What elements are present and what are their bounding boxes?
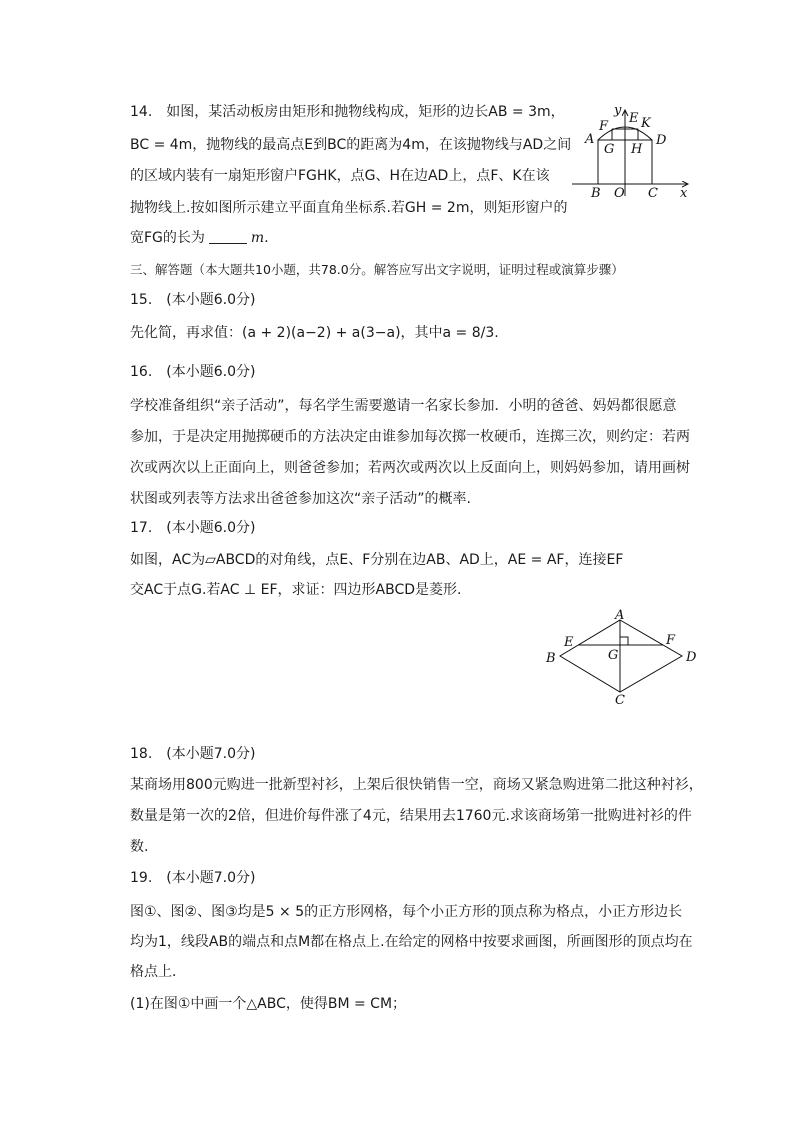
q18-line-2: 数量是第一次的2倍，但进价每件涨了4元，结果用去1760元.求该商场第一批购进衬衫的件 [130, 808, 692, 824]
q19-line-2: 均为1，线段AB的端点和点M都在格点上.在给定的网格中按要求画图，所画图形的顶点均在 [130, 934, 693, 950]
q14-line-2: BC = 4m，抛物线的最高点E到BC的距离为4m，在该抛物线与AD之间 [130, 137, 572, 153]
answer-blank[interactable] [209, 229, 247, 244]
label-a: A [615, 608, 625, 623]
q16-line-2: 参加，于是决定用抛掷硬币的方法决定由谁参加每次掷一枚硬币，连掷三次，则约定：若两 [130, 429, 690, 445]
q19-line-1: 图①、图②、图③均是5 × 5的正方形网格，每个小正方形的顶点称为格点，小正方形边长 [130, 904, 683, 920]
q19-header: 19. (本小题7.0分) [130, 870, 256, 886]
q17-rhombus-figure [540, 605, 705, 710]
q16-line-3: 次或两次以上正面向上，则爸爸参加；若两次或两次以上反面向上，则妈妈参加，请用画树 [130, 460, 690, 476]
q14-line-1: 14. 如图，某活动板房由矩形和抛物线构成，矩形的边长AB = 3m， [130, 104, 565, 120]
q16-line-1: 学校准备组织“亲子活动”，每名学生需要邀请一名家长参加．小明的爸爸、妈妈都很愿意 [130, 398, 677, 414]
q17-header: 17. (本小题6.0分) [130, 520, 256, 536]
q18-line-1: 某商场用800元购进一批新型衬衫，上架后很快销售一空，商场又紧急购进第二批这种衬衫， [130, 777, 703, 793]
label-e: E [564, 635, 574, 650]
q14-line-4: 抛物线上.按如图所示建立平面直角坐标系.若GH = 2m，则矩形窗户的 [130, 200, 568, 216]
label-e: E [629, 111, 639, 126]
label-c: C [615, 693, 625, 708]
label-b: B [591, 186, 601, 201]
q16-header: 16. (本小题6.0分) [130, 364, 256, 380]
q14-line-3: 的区域内装有一扇矩形窗户FGHK，点G、H在边AD上，点F、K在该 [130, 168, 550, 184]
q19-line-4: (1)在图①中画一个△ABC，使得BM = CM； [130, 996, 407, 1012]
label-h: H [631, 142, 643, 157]
q14-answer-prefix: 宽FG的长为 [130, 230, 205, 246]
label-d: D [686, 650, 697, 665]
label-f: F [599, 119, 609, 134]
label-k: K [641, 116, 651, 131]
label-g: G [608, 648, 619, 663]
q15-header: 15. (本小题6.0分) [130, 292, 256, 308]
label-y: y [614, 103, 622, 118]
q15-body: 先化简，再求值：(a + 2)(a−2) + a(3−a)，其中a = 8/3. [130, 325, 499, 341]
q17-line-1: 如图，AC为▱ABCD的对角线，点E、F分别在边AB、AD上，AE = AF，连接EF [130, 552, 624, 568]
label-c: C [648, 186, 658, 201]
label-g: G [604, 142, 615, 157]
q14-line-5 [130, 228, 269, 248]
q16-line-4: 状图或列表等方法求出爸爸参加这次“亲子活动”的概率. [130, 491, 471, 507]
label-o: O [614, 186, 625, 201]
q19-line-3: 格点上． [130, 964, 186, 980]
right-angle-mark [620, 637, 628, 645]
label-x: x [680, 186, 688, 201]
q18-header: 18. (本小题7.0分) [130, 746, 256, 762]
q14-parabola-figure [566, 100, 696, 205]
q18-line-3: 数. [130, 839, 149, 855]
label-b: B [546, 651, 556, 666]
q14-answer-unit: m. [250, 230, 269, 246]
label-a: A [585, 132, 595, 147]
parallelogram-abcd [560, 620, 682, 692]
label-f: F [666, 633, 676, 648]
section-heading: 三、解答题（本大题共10小题，共78.0分。解答应写出文字说明，证明过程或演算步骤） [130, 262, 624, 277]
q17-line-2: 交AC于点G.若AC ⊥ EF，求证：四边形ABCD是菱形. [130, 582, 462, 598]
label-d: D [656, 133, 667, 148]
